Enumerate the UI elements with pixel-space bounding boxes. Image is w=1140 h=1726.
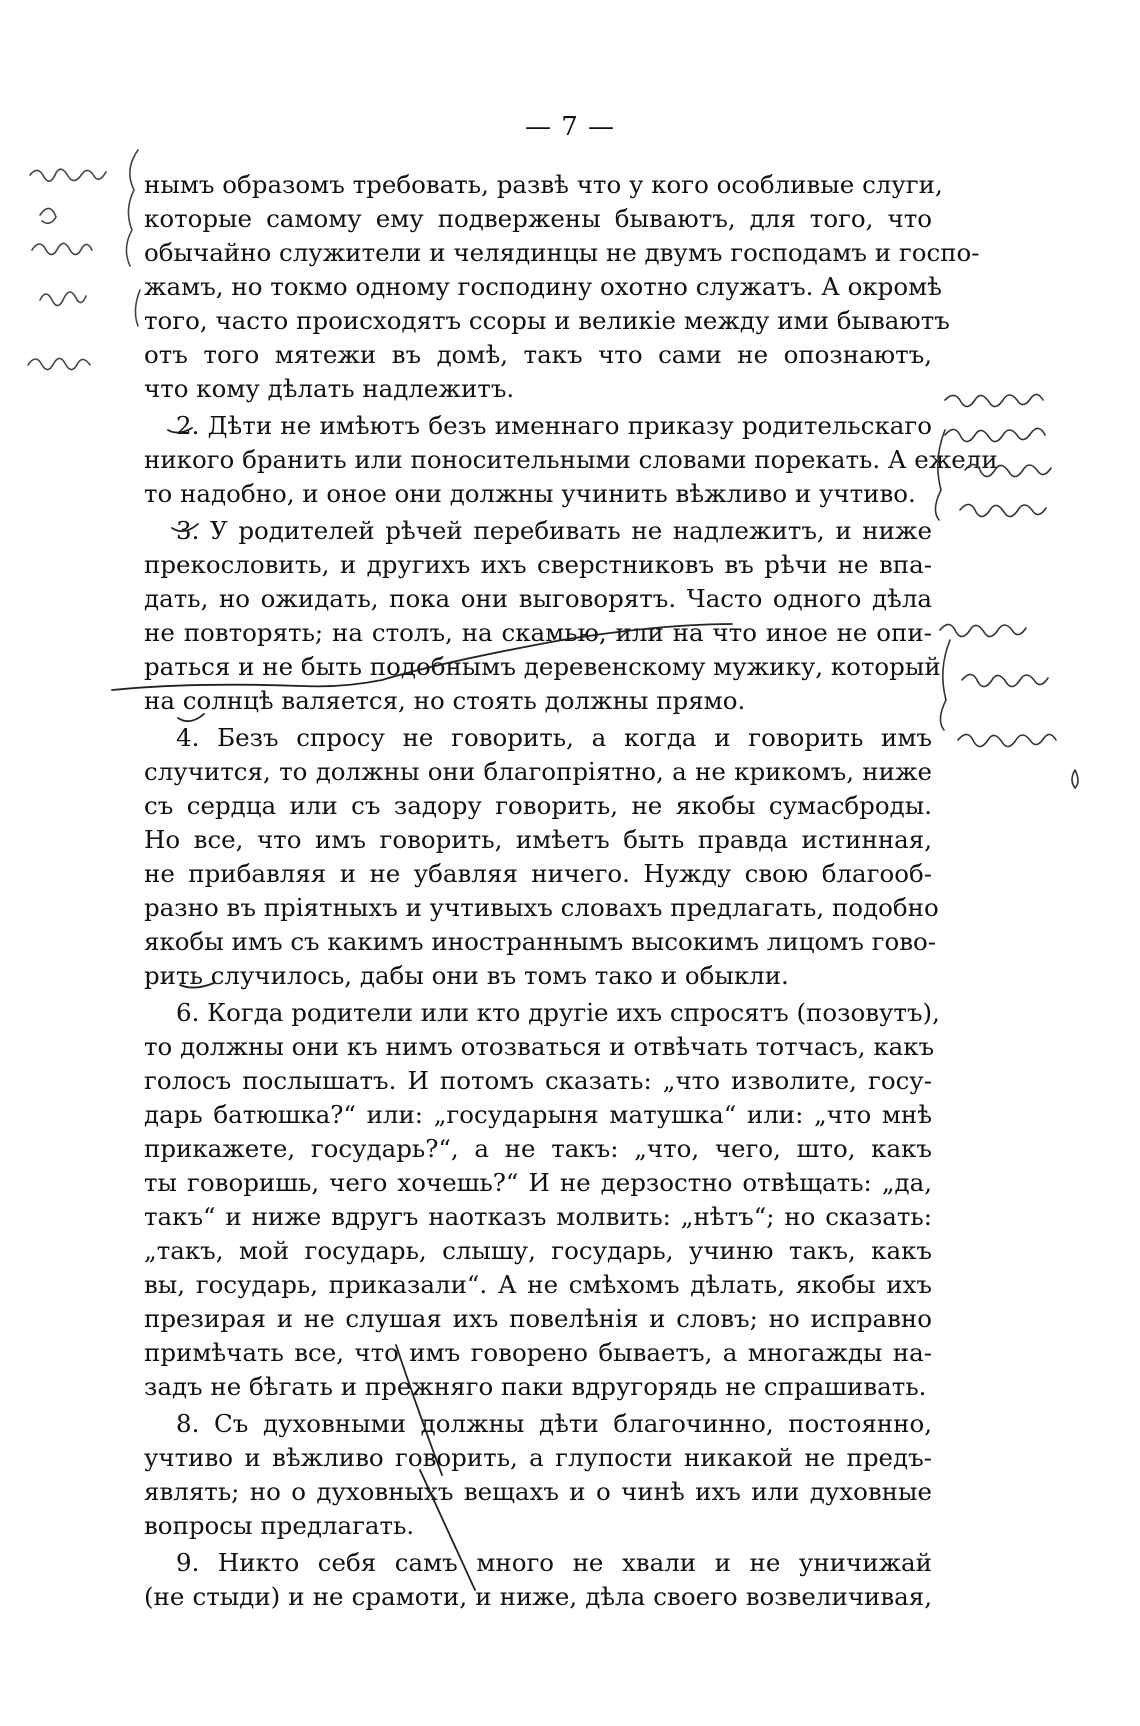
text-line: не прибавляя и не убавляя ничего. Нужду свою благооб- <box>144 859 932 888</box>
text-line: (не стыди) и не срамоти, и ниже, дѣла своего возвеличивая, <box>144 1582 932 1611</box>
paragraph <box>144 514 941 718</box>
text-line: 2. Дѣти не имѣютъ безъ именнаго приказу родительскаго <box>176 411 932 440</box>
text-line: вопросы предлагать. <box>144 1511 415 1540</box>
text-line: „такъ, мой государь, слышу, государь, учиню такъ, какъ <box>144 1236 932 1265</box>
left-margin-scribbles <box>28 150 140 370</box>
text-line: презирая и не слушая ихъ повелѣнія и словъ; но исправно <box>144 1304 932 1333</box>
text-line: то должны они къ нимъ отозваться и отвѣчать тотчасъ, какъ <box>144 1032 935 1061</box>
text-line: отъ того мятежи въ домѣ, такъ что сами не опознаютъ, <box>144 340 932 369</box>
text-line: не повторять; на столъ, на скамью, или на что иное не опи- <box>144 618 932 647</box>
text-line: 4. Безъ спросу не говорить, а когда и говорить имъ <box>176 723 932 752</box>
text-line: раться и не быть подобнымъ деревенскому мужику, который <box>144 652 941 681</box>
text-line: разно въ пріятныхъ и учтивыхъ словахъ предлагать, подобно <box>144 893 939 922</box>
text-line: учтиво и вѣжливо говорить, а глупости никакой не предъ- <box>144 1443 932 1472</box>
paragraph <box>144 168 980 406</box>
text-line: прикажете, государь?“, а не такъ: „что, чего, што, какъ <box>144 1134 932 1163</box>
text-line: обычайно служители и челядинцы не двумъ господамъ и госпо- <box>144 238 980 267</box>
text-line: на солнцѣ валяется, но стоять должны прямо. <box>144 686 746 715</box>
text-line: которые самому ему подвержены бываютъ, для того, что <box>144 204 932 233</box>
text-line: съ сердца или съ задору говорить, не якобы сумасброды. <box>144 791 932 820</box>
paragraph <box>144 996 940 1404</box>
page-body-text <box>144 168 998 1617</box>
text-line: дать, но ожидать, пока они выговорятъ. Часто одного дѣла <box>144 584 932 613</box>
text-line: нымъ образомъ требовать, развѣ что у кого особливые слуги, <box>144 170 943 199</box>
paragraph <box>144 1546 932 1614</box>
text-line: 3. У родителей рѣчей перебивать не надлежитъ, и ниже <box>176 516 932 545</box>
text-line: того, часто происходятъ ссоры и великіе между ими бываютъ <box>144 306 950 335</box>
text-line: вы, государь, приказали“. А не смѣхомъ дѣлать, якобы ихъ <box>144 1270 932 1299</box>
text-line: задъ не бѣгать и прежняго паки вдругорядь не спрашивать. <box>144 1372 927 1401</box>
text-line: прекословить, и другихъ ихъ сверстниковъ въ рѣчи не впа- <box>144 550 932 579</box>
text-line: примѣчать все, что имъ говорено бываетъ, а многажды на- <box>144 1338 932 1367</box>
text-line: никого бранить или поносительными словами порекать. А ежели <box>144 445 998 474</box>
text-line: 9. Никто себя самъ много не хвали и не уничижай <box>176 1548 932 1577</box>
page-number: — 7 — <box>524 112 616 142</box>
text-line: рить случилось, дабы они въ томъ тако и обыкли. <box>144 961 789 990</box>
text-line: якобы имъ съ какимъ иностраннымъ высокимъ лицомъ гово- <box>144 927 937 956</box>
text-line: случится, то должны они благопріятно, а не крикомъ, ниже <box>144 757 932 786</box>
paragraph <box>144 409 998 511</box>
text-line: голосъ послышатъ. И потомъ сказать: „что изволите, госу- <box>144 1066 932 1095</box>
text-line: жамъ, но токмо одному господину охотно служатъ. А окромѣ <box>144 272 942 301</box>
text-line: что кому дѣлать надлежитъ. <box>144 374 515 403</box>
text-line: Но все, что имъ говорить, имѣетъ быть правда истинная, <box>144 825 932 854</box>
paragraph <box>144 1407 932 1543</box>
text-line: являть; но о духовныхъ вещахъ и о чинѣ ихъ или духовные <box>144 1477 932 1506</box>
text-line: то надобно, и оное они должны учинить вѣжливо и учтиво. <box>144 479 916 508</box>
text-line: 8. Съ духовными должны дѣти благочинно, постоянно, <box>176 1409 932 1438</box>
paragraph <box>144 721 939 993</box>
text-line: ты говоришь, чего хочешь?“ И не дерзостно отвѣщать: „да, <box>144 1168 932 1197</box>
text-line: дарь батюшка?“ или: „государыня матушка“ или: „что мнѣ <box>144 1100 932 1129</box>
text-line: 6. Когда родители или кто другіе ихъ спросятъ (позовутъ), <box>176 998 940 1027</box>
text-line: такъ“ и ниже вдругъ наотказъ молвить: „нѣтъ“; но сказать: <box>144 1202 932 1231</box>
